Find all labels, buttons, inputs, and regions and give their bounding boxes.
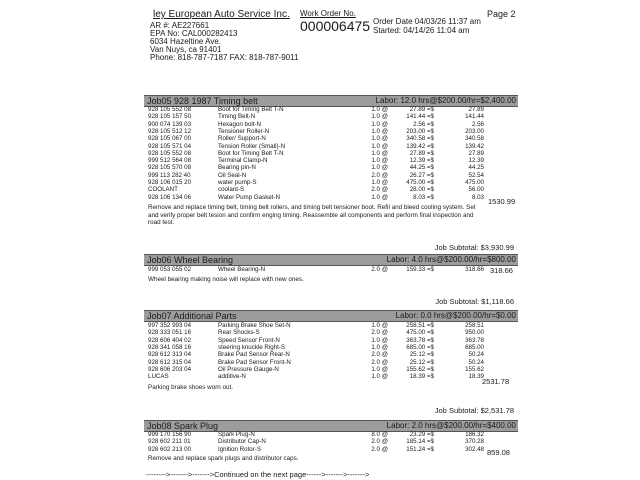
part-quantity: 2.0 @ [371,351,388,359]
part-quantity: 1.0 @ [371,106,388,113]
part-description: Tensioner Roller-N [218,127,270,135]
part-unit-price: 340.58 =$ [406,135,434,143]
part-line-total: 141.44 [465,113,484,121]
part-line-total: 258.51 [465,322,484,329]
part-unit-price: 159.33 =$ [406,266,434,273]
part-number: 928 333 051 16 [148,329,192,337]
part-unit-price: 155.62 =$ [406,365,434,373]
part-quantity: 1.0 @ [371,113,388,121]
part-line [148,172,520,179]
part-line [148,121,520,128]
part-quantity: 2.0 @ [371,329,388,337]
part-line [148,351,520,358]
job-note: Parking brake shoes worn out. [148,384,234,391]
part-line [148,113,520,120]
epa-number: EPA No: CAL000282413 [150,29,238,38]
part-quantity: 1.0 @ [371,365,388,373]
part-quantity: 1.0 @ [371,179,388,186]
part-line-total: 363.78 [465,336,484,344]
shop-name: ley European Auto Service Inc. [153,9,290,20]
part-quantity: 1.0 @ [371,157,388,165]
part-number: 928 341 058 16 [148,343,192,351]
part-description: Wheel Bearing-N [218,266,266,273]
part-line-total: 318.66 [465,266,484,273]
part-description: steering knuckle Right-S [218,343,286,351]
job-subtotal: Job Subtotal: $2,531.78 [434,406,514,415]
part-unit-price: 12.39 =$ [409,157,434,165]
part-line [148,179,520,186]
part-line-total: 340.58 [465,135,484,143]
part-line-total: 203.00 [465,127,484,135]
part-unit-price: 141.44 =$ [406,113,434,121]
part-description: Boot for Timing Belt T-N [218,149,284,157]
part-unit-price: 203.00 =$ [406,127,434,135]
part-line [148,186,520,193]
part-number: 928 612 313 04 [148,351,192,359]
part-number: 928 105 570 08 [148,164,192,172]
job-subtotal: Job Subtotal: $3,930.99 [434,243,514,252]
part-number: 928 602 211 01 [148,438,191,446]
part-quantity: 8.0 @ [371,431,388,438]
part-quantity: 2.0 @ [371,358,388,366]
part-number: 928 105 512 12 [148,127,192,135]
part-line [148,366,520,373]
job-note: Wheel bearing making noise will replace with new ones. [148,276,304,283]
part-line-total: 370.28 [465,438,484,446]
part-description: Brake Pad Sensor Front-N [218,358,291,366]
part-description: Water Pump Gasket-N [218,193,281,201]
part-line-total: 18.39 [468,373,484,381]
part-line-total: 186.32 [465,431,484,438]
part-unit-price: 18.39 =$ [409,373,434,381]
part-number: COOLANT [148,186,178,194]
part-line-total: 2.56 [471,120,484,128]
part-unit-price: 151.24 =$ [406,445,434,453]
part-unit-price: 26.27 =$ [409,171,434,179]
part-line [148,150,520,157]
phone-fax: Phone: 818-787-7187 FAX: 818-787-9011 [150,53,299,62]
job-title: Job08 Spark Plug [147,421,219,431]
part-number: 900 074 139 03 [148,120,192,128]
part-unit-price: 2.56 =$ [413,120,434,128]
part-line [148,359,520,366]
part-line [148,373,520,380]
part-line [148,446,520,453]
job-total: 1530.99 [488,197,516,206]
part-number: 928 105 552 08 [148,149,192,157]
part-description: Tension Roller (Small)-N [218,142,286,150]
part-quantity: 1.0 @ [371,164,388,172]
part-number: 999 512 564 08 [148,157,192,165]
part-line-total: 56.00 [468,186,484,194]
job-labor: Labor: 4.0 hrs@$200.00/hr=$800.00 [386,255,516,264]
work-order-label: Work Order No. [300,9,356,18]
part-quantity: 1.0 @ [371,373,388,381]
part-unit-price: 27.89 =$ [409,149,434,157]
continued-footer: -------->------->------->Continued on the next page------>------->-------> [146,470,370,479]
part-line [148,431,520,438]
part-line [148,106,520,113]
part-number: 928 105 157 50 [148,113,192,121]
part-quantity: 1.0 @ [371,127,388,135]
part-line-total: 475.00 [465,179,484,186]
job-labor: Labor: 2.0 hrs@$200.00/hr=$400.00 [386,421,516,430]
part-unit-price: 185.14 =$ [406,438,434,446]
part-quantity: 2.0 @ [371,438,388,446]
part-line [148,128,520,135]
part-line-total: 139.42 [465,142,484,150]
order-date: Order Date 04/03/26 11:37 am [373,17,481,26]
part-description: Speed Sensor Front-N [218,336,280,344]
part-quantity: 1.0 @ [371,343,388,351]
part-unit-price: 8.03 =$ [413,193,434,201]
part-line-total: 12.39 [468,157,484,165]
part-description: Parking Brake Shoe Set-N [218,322,291,329]
part-quantity: 1.0 @ [371,336,388,344]
part-line [148,337,520,344]
part-line [148,164,520,171]
job-total: 318.66 [490,266,513,275]
part-number: 928 105 571 04 [148,142,192,150]
part-unit-price: 258.51 =$ [406,322,434,329]
part-number: 997 352 993 04 [148,322,192,329]
part-line [148,135,520,142]
part-line-total: 302.48 [465,445,484,453]
part-description: Oil Pressure Gauge-N [218,365,279,373]
part-number: 928 606 203 04 [148,365,192,373]
part-number: 928 106 015 20 [148,179,192,186]
page-number: Page 2 [487,9,516,19]
part-number: 999 053 055 02 [148,266,192,273]
part-line-total: 8.03 [471,193,484,201]
part-quantity: 1.0 @ [371,149,388,157]
part-unit-price: 475.00 =$ [406,329,434,337]
job-labor: Labor: 0.0 hrs@$200.00/hr=$0.00 [395,311,516,320]
address-line-1: 6034 Hazeltine Ave. [150,37,222,46]
part-number: 999 170 156 90 [148,431,192,438]
job-header [144,254,518,266]
ar-number: AR #: AE227661 [150,21,210,30]
part-line-total: 27.89 [468,106,484,113]
part-quantity: 2.0 @ [371,186,388,194]
part-description: coolant-S [218,186,245,194]
part-line-total: 27.89 [468,149,484,157]
part-quantity: 1.0 @ [371,322,388,329]
part-description: Hexagon bolt-N [218,120,261,128]
part-number: 928 612 315 04 [148,358,192,366]
part-unit-price: 27.89 =$ [409,106,434,113]
part-line-total: 50.24 [468,358,484,366]
part-unit-price: 44.25 =$ [409,164,434,172]
part-description: Roller/ Support-N [218,135,266,143]
job-total: 2531.78 [482,377,510,386]
part-description: Boot for Timing Belt T-N [218,106,284,113]
job-note: Remove and replace timing belt, timing belt rollers, and timing belt tensioner boot. Refil and bleed cooling system. Set and verify proper belt tesion and confirm enging timing. Reassemble all components and perform final inspection and road test. [148,204,476,226]
part-description: Rear Shocks-S [218,329,260,337]
part-line-total: 155.62 [465,365,484,373]
part-description: Spark Plug-N [218,431,255,438]
part-line-total: 52.54 [468,171,484,179]
part-quantity: 1.0 @ [371,193,388,201]
part-description: Oil Seal-N [218,171,247,179]
part-quantity: 1.0 @ [371,135,388,143]
part-unit-price: 685.00 =$ [406,343,434,351]
part-quantity: 1.0 @ [371,142,388,150]
part-line [148,157,520,164]
job-title: Job05 928 1987 Timing belt [147,96,258,106]
part-quantity: 2.0 @ [371,445,388,453]
part-number: 928 602 213 00 [148,445,192,453]
part-number: 928 105 552 08 [148,106,192,113]
part-line-total: 685.00 [465,343,484,351]
part-line [148,329,520,336]
part-description: additive-N [218,373,246,381]
part-unit-price: 25.12 =$ [409,358,434,366]
part-number: 928 606 404 02 [148,336,192,344]
started-date: Started: 04/14/26 11:04 am [373,26,470,35]
part-line [148,438,520,445]
part-description: water pump-S [218,179,257,186]
part-number: 928 105 067 00 [148,135,192,143]
part-quantity: 2.0 @ [371,171,388,179]
address-line-2: Van Nuys, ca 91401 [150,45,222,54]
part-unit-price: 139.42 =$ [406,142,434,150]
part-unit-price: 28.00 =$ [409,186,434,194]
part-line-total: 50.24 [468,351,484,359]
part-description: Distributor Cap-N [218,438,266,446]
part-unit-price: 23.29 =$ [409,431,434,438]
part-description: Timing Belt-N [218,113,256,121]
part-quantity: 2.0 @ [371,266,388,273]
job-labor: Labor: 12.0 hrs@$200.00/hr=$2,400.00 [375,96,516,105]
part-line [148,266,520,273]
part-number: 999 113 282 40 [148,171,191,179]
part-unit-price: 475.00 =$ [406,179,434,186]
part-description: Terminal Clamp-N [218,157,268,165]
part-description: Brake Pad Sensor Rear-N [218,351,290,359]
part-description: Ignition Rotor-S [218,445,261,453]
part-unit-price: 363.78 =$ [406,336,434,344]
job-subtotal: Job Subtotal: $1,118.66 [435,297,514,306]
part-line [148,194,520,201]
part-number: 928 106 134 06 [148,193,192,201]
part-unit-price: 25.12 =$ [409,351,434,359]
job-note: Remove and replace spark plugs and distributor caps. [148,455,299,462]
job-header [144,310,518,322]
job-total: 859.08 [487,448,510,457]
part-quantity: 1.0 @ [371,120,388,128]
part-line [148,322,520,329]
part-description: Bearing pin-N [218,164,256,172]
job-title: Job07 Additional Parts [147,311,237,321]
work-order-number: 000006475 [300,18,371,34]
part-line-total: 950.00 [465,329,484,337]
part-line-total: 44.25 [468,164,484,172]
part-line [148,344,520,351]
part-number: LUCAS [148,373,169,381]
job-title: Job06 Wheel Bearing [147,255,234,265]
part-line [148,143,520,150]
